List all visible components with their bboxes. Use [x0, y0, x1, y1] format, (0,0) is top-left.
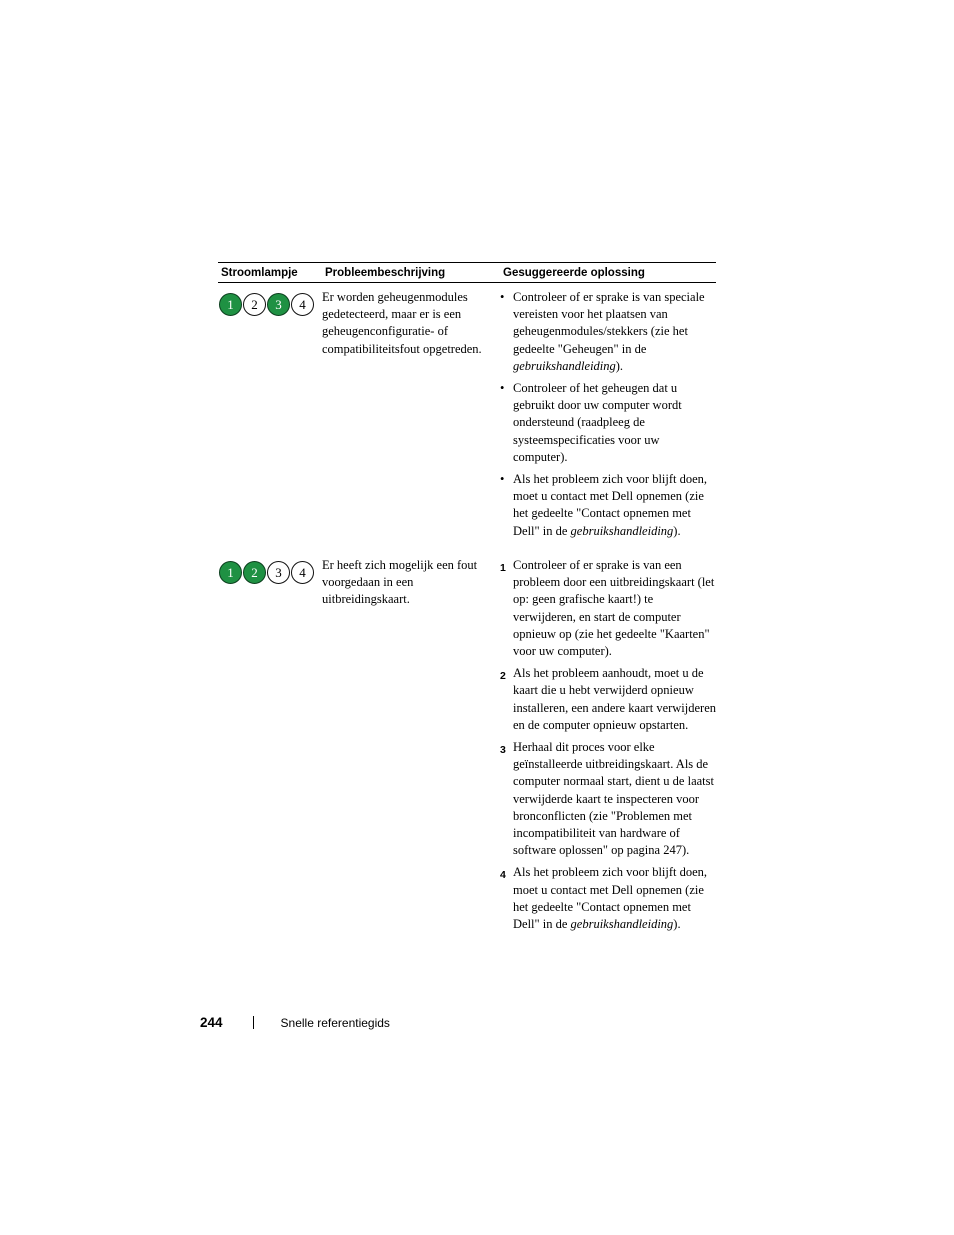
column-header-probleembeschrijving: Probleembeschrijving: [325, 266, 446, 279]
power-light-cell: [218, 557, 322, 938]
suggested-solutions: [500, 557, 716, 938]
solution-item: [500, 557, 716, 660]
solution-text: Controleer of het geheugen dat u gebruikt door uw computer wordt ondersteund (raadpleeg de systeemspecificaties voor uw computer).: [513, 381, 682, 464]
table-header-row: [218, 262, 716, 283]
step-number: 4: [500, 868, 506, 881]
step-number: 1: [500, 561, 506, 574]
diagnostic-light-3-off: 3: [267, 561, 290, 584]
diagnostic-lights: [219, 293, 322, 316]
diagnostic-light-1-on: 1: [219, 561, 242, 584]
solution-item: [500, 471, 716, 540]
bullet-marker: •: [500, 381, 505, 396]
step-number: 2: [500, 669, 506, 682]
solution-item: [500, 739, 716, 859]
diagnostic-lights: [219, 561, 322, 584]
solution-text: Controleer of er sprake is van een probleem door een uitbreidingskaart (let op: geen grafische kaart!) te verwijderen, en start de computer opnieuw op (zie het gedeelte "Kaarten" voor uw computer).: [513, 558, 715, 659]
step-number: 3: [500, 743, 506, 756]
problem-description: Er heeft zich mogelijk een fout voorgedaan in een uitbreidingskaart.: [322, 558, 478, 607]
diagnostic-light-4-off: 4: [291, 293, 314, 316]
problem-description: Er worden geheugenmodules gedetecteerd, maar er is een geheugenconfiguratie- of compatibiliteitsfout opgetreden.: [322, 290, 482, 356]
solution-text: Als het probleem zich voor blijft doen, moet u contact met Dell opnemen (zie het gedeelte "Contact opnemen met Dell" in de gebruikshandleiding).: [513, 865, 708, 932]
bullet-marker: •: [500, 472, 505, 487]
solution-text: Als het probleem zich voor blijft doen, moet u contact met Dell opnemen (zie het gedeelte "Contact opnemen met Dell" in de gebruikshandleiding).: [513, 472, 708, 538]
solution-item: [500, 289, 716, 375]
diagnostic-light-4-off: 4: [291, 561, 314, 584]
solution-item: [500, 380, 716, 466]
footer-divider: [253, 1016, 254, 1029]
solution-text: Herhaal dit proces voor elke geïnstalleerde uitbreidingskaart. Als de computer normaal start, dient u de laatst verwijderde kaart te inspecteren voor bronconflicten (zie "Problemen met incompatibiliteit van hardware of software oplossen" op pagina 247).: [513, 740, 714, 858]
column-header-stroomlampje: Stroomlampje: [221, 266, 298, 279]
solution-item: [500, 665, 716, 734]
table-row: [218, 551, 716, 938]
solution-text: Controleer of er sprake is van speciale vereisten voor het plaatsen van geheugenmodules/stekkers (zie het gedeelte "Geheugen" in de gebruikshandleiding).: [513, 290, 705, 373]
bullet-marker: •: [500, 290, 505, 304]
diagnostic-light-2-off: 2: [243, 293, 266, 316]
diagnostics-table: [218, 262, 716, 938]
page-number: 244: [200, 1015, 223, 1030]
solution-text: Als het probleem aanhoudt, moet u de kaart die u hebt verwijderd opnieuw installeren, een andere kaart verwijderen en de computer opnieuw opstarten.: [513, 666, 717, 732]
suggested-solutions: [500, 289, 716, 551]
footer-doc-title: Snelle referentiegids: [280, 1015, 390, 1030]
page-footer: [200, 1015, 390, 1030]
table-row: [218, 283, 716, 551]
power-light-cell: [218, 289, 322, 551]
diagnostic-light-3-on: 3: [267, 293, 290, 316]
diagnostic-light-2-on: 2: [243, 561, 266, 584]
column-header-gesuggereerde-oplossing: Gesuggereerde oplossing: [503, 266, 645, 279]
table-body: [218, 283, 716, 938]
solution-item: [500, 864, 716, 933]
diagnostic-light-1-on: 1: [219, 293, 242, 316]
